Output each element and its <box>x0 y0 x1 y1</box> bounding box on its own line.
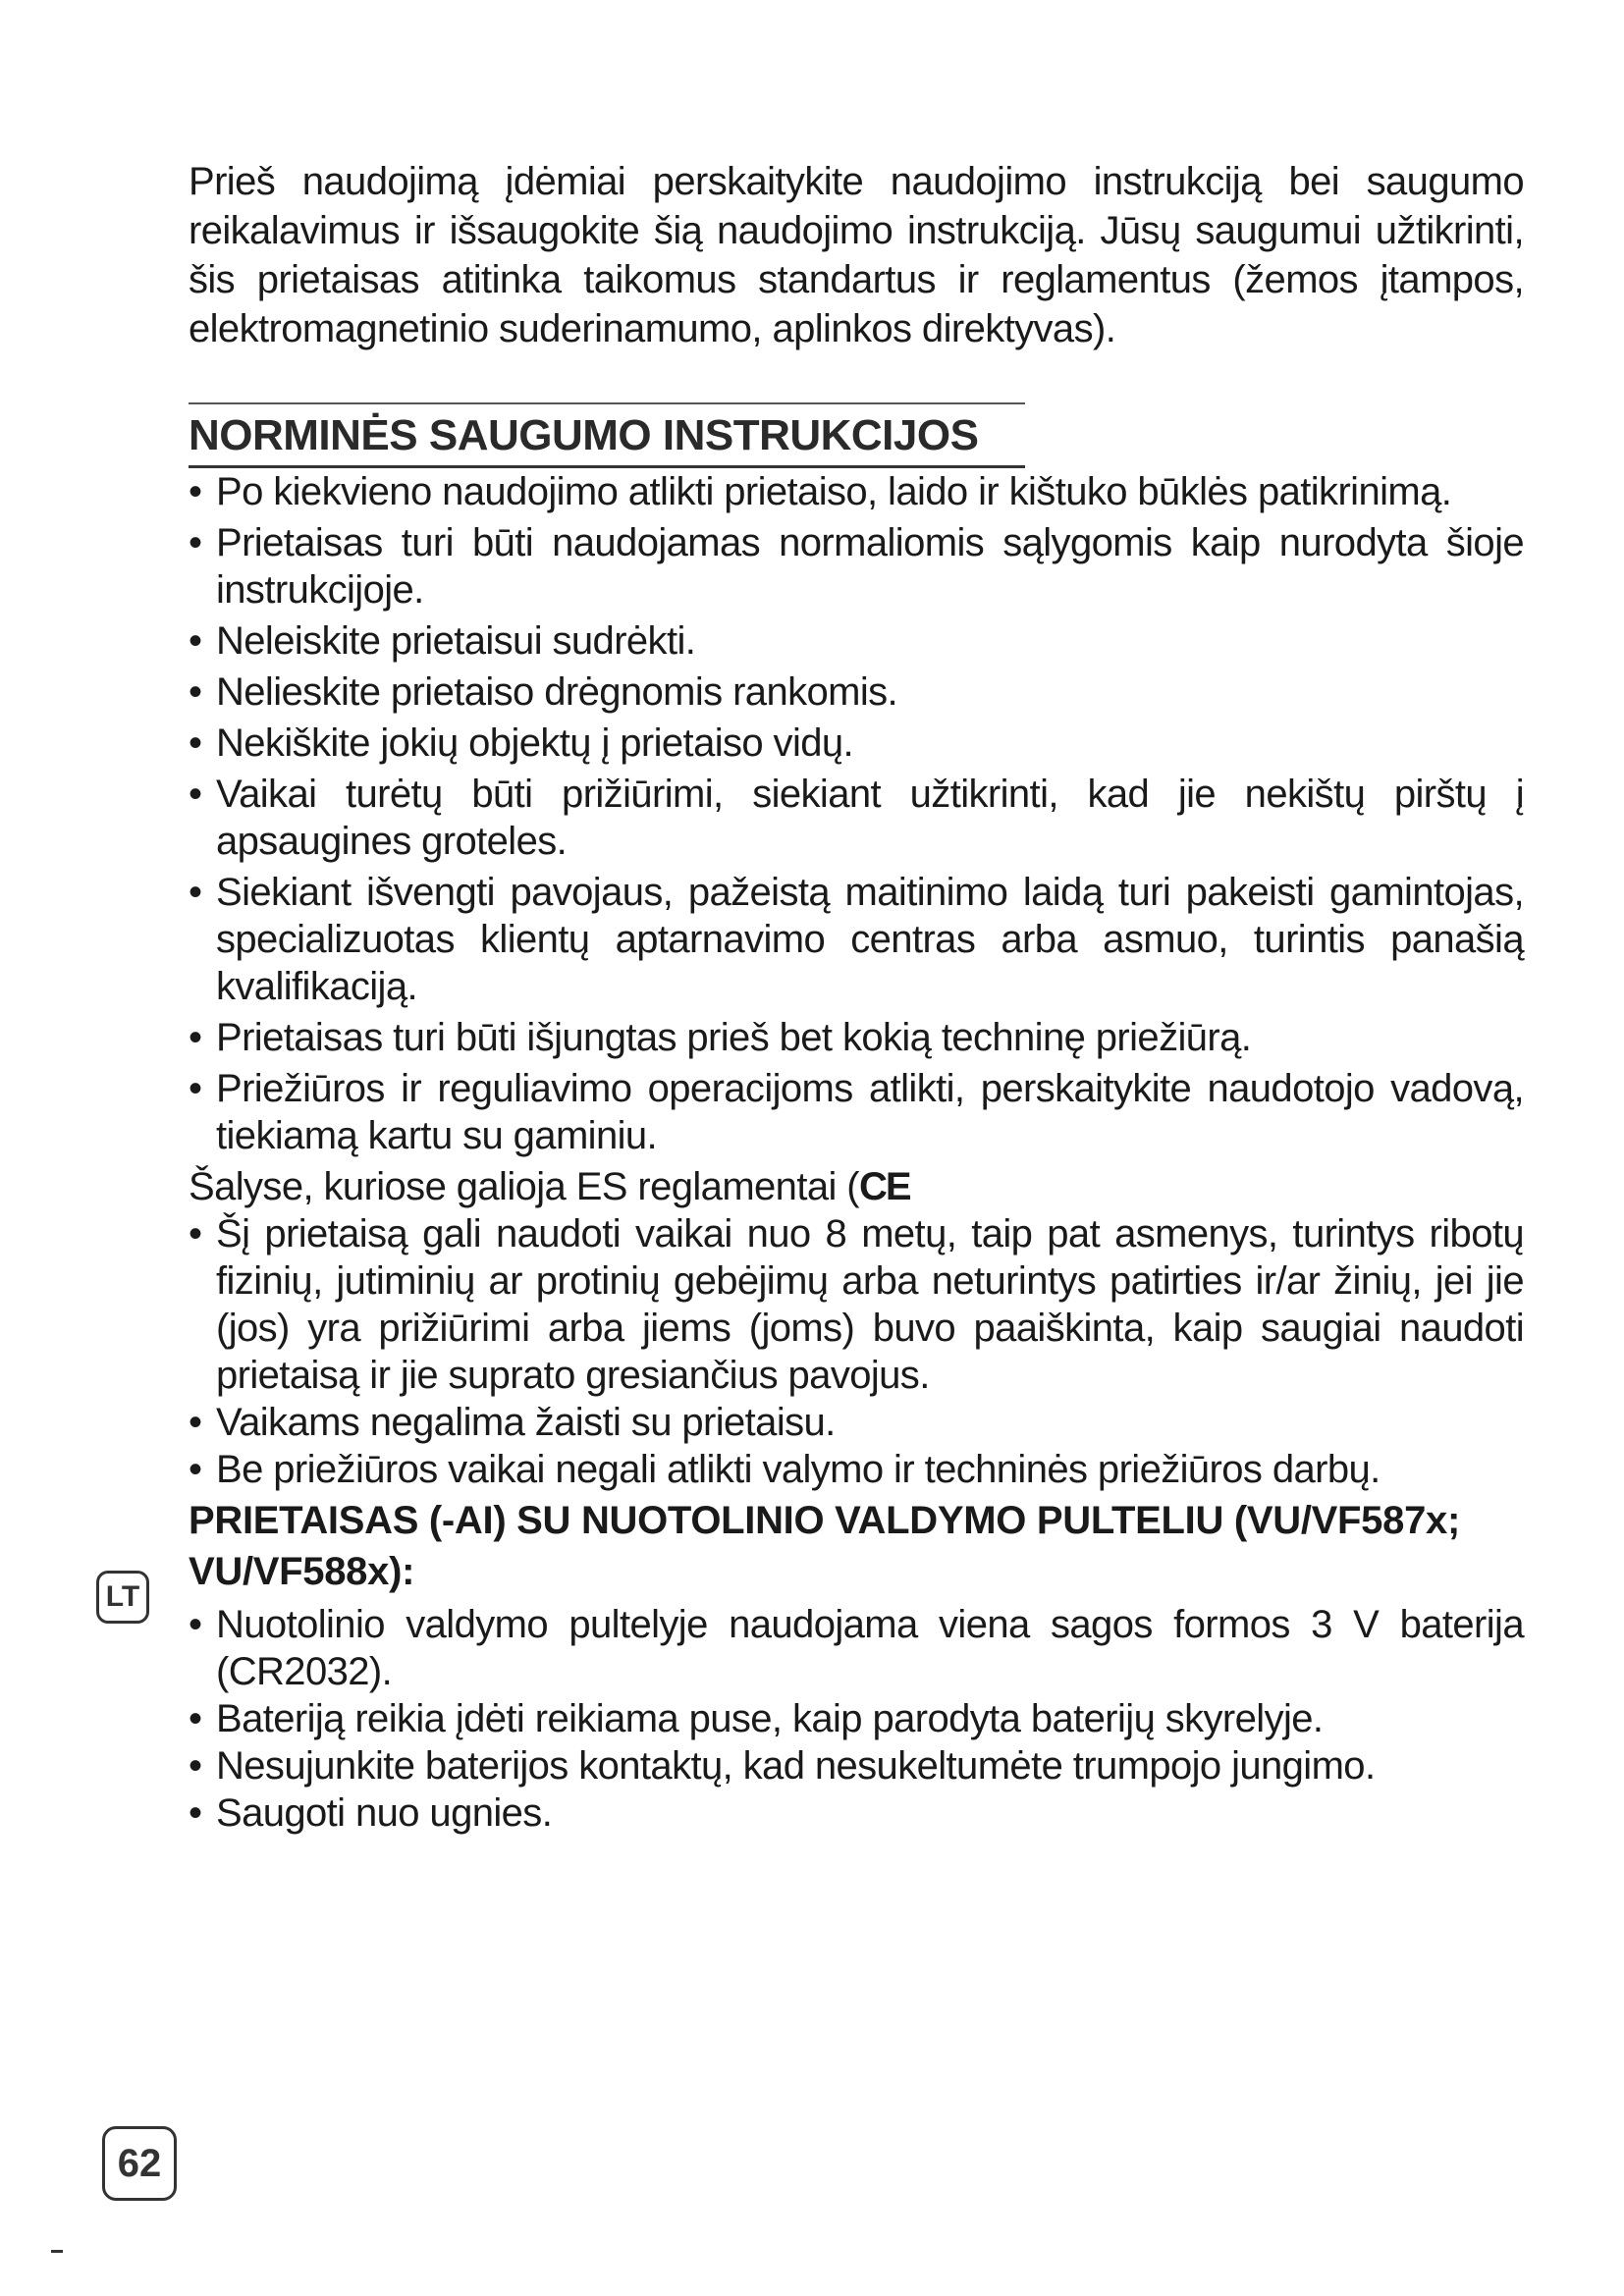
eu-regulation-line <box>189 1163 1524 1210</box>
eu-regulation-text: Šalyse, kuriose galioja ES reglamentai ( <box>189 1165 860 1208</box>
intro-paragraph: Prieš naudojimą įdėmiai perskaitykite naudojimo instrukciją bei saugumo reikalavimus ir išsaugokite šią naudojimo instrukciją. Jūsų saugumui užtikrinti, šis prietaisas atitinka taikomus standartus ir reglamentus (žemos įtampos, elektromagnetinio suderinamumo, aplinkos direktyvas). <box>189 160 1524 350</box>
section-heading-box <box>189 402 1025 468</box>
page-number: 62 <box>102 2126 177 2201</box>
list-item: • Be priežiūros vaikai negali atlikti valymo ir techninės priežiūros darbų. <box>189 1446 1524 1493</box>
list-item: • Vaikai turėtų būti prižiūrimi, siekiant užtikrinti, kad jie nekištų pirštų į apsaugines groteles. <box>189 771 1524 865</box>
list-item: • Neleiskite prietaisui sudrėkti. <box>189 617 1524 665</box>
list-item: • Šį prietaisą gali naudoti vaikai nuo 8 metų, taip pat asmenys, turintys ribotų fizinių, jutiminių ar protinių gebėjimų arba neturintys patirties ir/ar žinių, jei jie (jos) yra prižiūrimi arba jiems (joms) buvo paaiškinta, kaip saugiai naudoti prietaisą ir jie suprato gresiančius pavojus. <box>189 1210 1524 1399</box>
list-item: • Vaikams negalima žaisti su prietaisu. <box>189 1399 1524 1446</box>
list-item: • Prietaisas turi būti išjungtas prieš bet kokią techninę priežiūrą. <box>189 1014 1524 1061</box>
list-item: • Saugoti nuo ugnies. <box>189 1789 1524 1837</box>
list-item: • Po kiekvieno naudojimo atlikti prietaiso, laido ir kištuko būklės patikrinimą. <box>189 468 1524 515</box>
list-item: • Nelieskite prietaiso drėgnomis rankomis. <box>189 668 1524 716</box>
manual-page-content <box>189 157 1524 1837</box>
language-badge: LT <box>96 1571 149 1624</box>
list-item: • Nekiškite jokių objektų į prietaiso vidų. <box>189 720 1524 767</box>
children-safety-list <box>189 1210 1524 1493</box>
list-item: • Prietaisas turi būti naudojamas normaliomis sąlygomis kaip nurodyta šioje instrukcijoje. <box>189 519 1524 614</box>
margin-mark <box>51 2250 63 2253</box>
safety-list <box>189 468 1524 1159</box>
battery-safety-list <box>189 1601 1524 1837</box>
list-item: • Priežiūros ir reguliavimo operacijoms atlikti, perskaitykite naudotojo vadovą, tiekiamą kartu su gaminiu. <box>189 1065 1524 1159</box>
list-item: • Nuotolinio valdymo pultelyje naudojama viena sagos formos 3 V baterija (CR2032). <box>189 1601 1524 1695</box>
list-item: • Nesujunkite baterijos kontaktų, kad nesukeltumėte trumpojo jungimo. <box>189 1742 1524 1789</box>
list-item: • Siekiant išvengti pavojaus, pažeistą maitinimo laidą turi pakeisti gamintojas, specializuotas klientų aptarnavimo centras arba asmuo, turintis panašią kvalifikaciją. <box>189 869 1524 1010</box>
list-item: • Bateriją reikia įdėti reikiama puse, kaip parodyta baterijų skyrelyje. <box>189 1695 1524 1742</box>
ce-mark-icon: CE <box>859 1165 910 1208</box>
section-heading: NORMINĖS SAUGUMO INSTRUKCIJOS <box>189 411 979 459</box>
remote-control-heading: PRIETAISAS (-AI) SU NUOTOLINIO VALDYMO PULTELIU (VU/VF587x; VU/VF588x): <box>189 1499 1460 1593</box>
